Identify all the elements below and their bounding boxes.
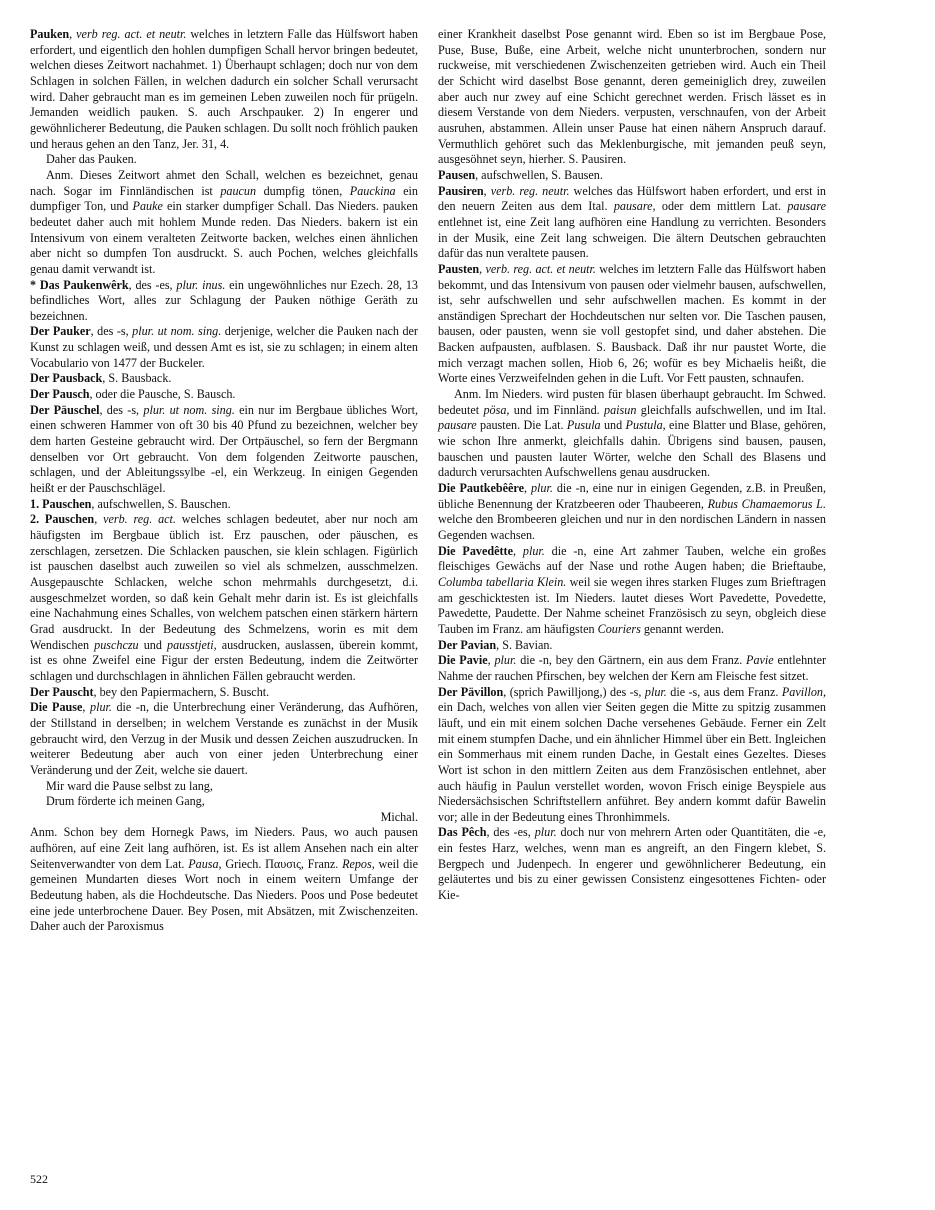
- italic-term: verb. reg. act.: [103, 512, 176, 527]
- right-column-paragraph: Pausiren, verb. reg. neutr. welches das Hülfswort haben erfordert, und erst in den neuern Zeiten aus dem Ital. pausare, oder dem mittlern Lat. pausare entlehnet ist, eine Zeit lang aufhören eine Handlung zu verrichten. Besonders in der Musik, eine Zeit lang schweigen. Die ältern Deutschen gebrauchten dafür das nun veraltete pausen.: [438, 183, 827, 261]
- right-column: [438, 27, 826, 904]
- italic-term: plur. ut nom. sing.: [143, 402, 235, 417]
- headword: Pausen: [438, 167, 476, 182]
- right-column-paragraph: Die Pautkebêêre, plur. die -n, eine nur in einigen Gegenden, z.B. in Preußen, übliche Benennung der Kratzbeeren oder Thaubeeren, Rubus Chamaemorus L. welche den Brombeeren gleichen und nur in den nordischen Ländern in nassen Gegenden wachsen.: [438, 481, 826, 542]
- right-column-paragraph: Die Pavie, plur. die -n, bey den Gärtnern, ein aus dem Franz. Pavie entlehnter Nahme der rauchen Pfirschen, bey welchen der Kern am Fleische fest sitzet.: [438, 653, 827, 683]
- left-column-paragraph: Daher das Pauken.: [46, 152, 137, 167]
- italic-term: plur. inus.: [176, 277, 226, 292]
- right-column-paragraph: einer Krankheit daselbst Pose genannt wird. Eben so ist im Bergbaue Pose, Puse, Buse, Buße, eine Arbeit, welche nicht ununterbrochen, sondern nur ruckweise, mit verschiedenen Zwischenzeiten getrieben wird. Auch ein Theil der Schicht wird daselbst Bose genannt, deren gemeiniglich drey, zuweilen aber auch nur zwey auf eine Schicht gerechnet werden. Frisch lässet es in diesem Verstande von dem Nieders. verpusten, verschnaufen, von der Arbeit ausruhen, abstammen. Allein unser Pause hat einen nähern Anspruch darauf. Vermuthlich gehöret such das Meklenburgische, mit jemanden peuß seyn, ausgesöhnet seyn, hierher. S. Pausiren.: [438, 27, 826, 167]
- headword: Der Pauscht: [30, 684, 94, 699]
- italic-term: Repos,: [342, 856, 375, 871]
- headword: Pauken: [30, 27, 70, 41]
- italic-term: pausare: [438, 418, 477, 433]
- italic-term: pausare,: [613, 199, 656, 214]
- right-column-paragraph: Der Pävillon, (sprich Pawilljong,) des -s, plur. die -s, aus dem Franz. Pavillon, ein Dach, welches von allen vier Seiten gegen die Mitte zu spitzig zusammen läuft, und ein mit einem solchen Dache versehenes Gebäude. Ferner ein Zelt mit einem stumpfen Dache, und ein ähnlicher Himmel über ein Bett. Ingleichen ein Sommerhaus mit einem runden Dache, in Gestalt eines Gezeltes. Dieses Wort ist schon in den mittlern Zeiten aus dem Französischen entlehnet, aber auch häufig in Paulun verstellet worden, wovon Frisch einige Beyspiele aus Niedersächsischen Schriftstellern anführet. Bey andern kommt dafür Bawelin vor; alle in der Bedeutung eines Thronhimmels.: [438, 684, 826, 824]
- page-number: 522: [30, 1172, 48, 1186]
- headword: Der Päuschel: [30, 402, 100, 417]
- italic-term: plur.: [530, 481, 553, 496]
- right-column-paragraph: Das Pêch, des -es, plur. doch nur von mehrern Arten oder Quantitäten, die -e, ein festes Harz, welches, wenn man es angreift, an den Fingern klebet, S. Bergpech und Judenpech. In engerer und gewöhnlicherer Bedeutung, ein geläutertes und bis zu einer gewissen Consistenz eingesottenes Fichten- oder Kie-: [438, 825, 827, 903]
- italic-term: Pustula,: [625, 418, 666, 433]
- headword: Der Pausback: [30, 371, 103, 386]
- italic-term: plur. ut nom. sing.: [132, 324, 222, 339]
- dictionary-page: [30, 27, 906, 1187]
- italic-term: verb reg. act. et neutr.: [76, 27, 187, 41]
- italic-term: Columba tabellaria Klein.: [438, 574, 567, 589]
- left-column-paragraph: * Das Paukenwêrk, des -es, plur. inus. ein ungewöhnliches nur Ezech. 28, 13 befindliches Wort, alles zur Schlagung der Pauken nöthige Geräth zu bezeichnen.: [30, 277, 418, 323]
- left-column-paragraph: 1. Pauschen, aufschwellen, S. Bauschen.: [30, 496, 231, 511]
- italic-term: verb. reg. neutr.: [490, 183, 570, 198]
- italic-term: Pavie: [746, 653, 774, 668]
- headword: Die Pavedêtte: [438, 543, 513, 558]
- italic-term: pösa,: [483, 402, 510, 417]
- italic-term: Rubus Chamaemorus L.: [707, 496, 826, 511]
- headword: 1. Pauschen: [30, 496, 92, 511]
- italic-term: plur.: [644, 684, 667, 699]
- italic-term: pausare: [787, 199, 826, 214]
- left-column-paragraph: Der Pauker, des -s, plur. ut nom. sing. derjenige, welcher die Pauken nach der Kunst zu schlagen weiß, und dessen Amt es ist, sie zu schlagen; in einem alten Vocabulario von 1477 der Buckeler.: [30, 324, 418, 370]
- right-column-paragraph: Der Pavian, S. Bavian.: [438, 637, 553, 652]
- italic-term: Couriers: [597, 621, 641, 636]
- left-column-paragraph: Michal.: [380, 809, 418, 824]
- italic-term: plur.: [90, 700, 112, 715]
- left-column-paragraph: Die Pause, plur. die -n, die Unterbrechung einer Veränderung, das Aufhören, der Stillstand in derselben; in welchem Verstande es zunächst in der Musik gebraucht wird, den Verzug in der Musik und dessen Zeichen auszudrucken. In weiterer Bedeutung aber auch von einer jeden Unterbrechung einer Veränderung und der Zeit, welche sie dauert.: [30, 700, 418, 777]
- italic-term: pausstjeti,: [167, 637, 217, 652]
- italic-term: paisun: [604, 402, 637, 417]
- right-column-paragraph: Anm. Im Nieders. wird pusten für blasen überhaupt gebraucht. Im Schwed. bedeutet pösa, und im Finnländ. paisun gleichfalls aufschwellen, und im Ital. pausare pausten. Die Lat. Pusula und Pustula, eine Blatter und Blase, gehören, wie schon Ihre anmerkt, gleichfalls dahin. Übrigens sind bausen, pausen, bauschen und pausten lauter Wörter, welche den Schall des Blasens und dadurch verursachten Aufschwellens genau ausdrucken.: [438, 387, 827, 480]
- headword: Das Pêch: [438, 825, 487, 840]
- italic-term: plur.: [494, 653, 517, 668]
- headword: 2. Pauschen: [30, 512, 95, 527]
- left-column-paragraph: Der Päuschel, des -s, plur. ut nom. sing. ein nur im Bergbaue übliches Wort, einen schweren Hammer von oft 30 bis 40 Pfund zu bezeichnen, welcher bey dem harten Gesteine gebraucht wird. Der Ortpäuschel, so fern der Bergmann denselben vor Ort gebraucht. Von dem folgenden Zeitworte pauschen, schlagen, und der Ableitungssylbe -el, ein Werkzeug. In einigen Gegenden heißt er der Pauschschlägel.: [30, 402, 418, 496]
- headword: Pausten: [438, 261, 480, 276]
- headword: Pausiren: [438, 183, 484, 198]
- headword: Der Pauker: [30, 324, 91, 339]
- left-column: [30, 27, 418, 935]
- italic-term: plur.: [522, 543, 545, 558]
- headword: * Das Paukenwêrk: [30, 277, 129, 292]
- left-column-paragraph: 2. Pauschen, verb. reg. act. welches schlagen bedeutet, aber nur noch am häufigsten im Bergbaue üblich ist. Erz pauschen, oder päuschen, es zerschlagen, zersetzen. Die Schlacken pauschen, sie klein schlagen. Figürlich ist pauschen daselbst auch zuweilen so viel als schmelzen, ausschmelzen. Ausgepauschte Schlacken, welche schon mehrmahls durchgesetzt, d.i. ausgeschmelzet worden, so daß kein Gehalt mehr darin ist. Es ist gleichfalls eine Nachahmung eines Schalles, von welchem patschen einen stärkern härtern Grad ausdruckt. In der Bedeutung des Schmelzens, worin es mit dem Wendischen puschczu und pausstjeti, ausdrucken, auslassen, überein kommt, ist es ohne Zweifel eine Figur der ersten Bedeutung, indem die Zeitwörter schlagen und durchschlagen in ähnlichen Fällen gebraucht werden.: [30, 512, 418, 683]
- left-column-paragraph: Der Pausback, S. Bausback.: [30, 371, 172, 386]
- headword: Die Pavie: [438, 653, 488, 668]
- left-column-paragraph: Mir ward die Pause selbst zu lang,: [46, 778, 213, 793]
- left-column-paragraph: Pauken, verb reg. act. et neutr. welches in letztern Falle das Hülfswort haben erfordert, und eigentlich den hohlen dumpfigen Schall hervor bringen bedeutet, welchen dieses Zeitwort nachahmet. 1) Überhaupt schlagen; doch nur von dem Schlagen in solchen Fällen, in welchen dadurch ein solcher Schall verursacht wird. Daher gebraucht man es im gemeinen Leben zuweilen noch für prügeln. Jemanden weidlich pauken. S. auch Arschpauker. 2) In engerer und gewöhnlicherer Bedeutung, die Pauken schlagen. Du sollt noch fröhlich pauken und heraus gehen an den Tanz, Jer. 31, 4.: [30, 27, 418, 151]
- italic-term: puschczu: [94, 637, 139, 652]
- headword: Die Pause: [30, 700, 83, 715]
- left-column-paragraph: Anm. Schon bey dem Hornegk Paws, im Nieders. Paus, wo auch pausen aufhören, auf eine Zeit lang aufhören, ist. Es ist allem Ansehen nach ein alter Seitenverwandter von dem Lat. Pausa, Griech. Παυσις, Franz. Repos, weil die gemeinen Mundarten dieses Wort noch in einem weitern Umfange der Bedeutung haben, als die Hochdeutsche. Das Nieders. Poos und Pose bedeutet eine jede unterbrochene Dauer. Bey Posen, mit Absätzen, mit Zwischenzeiten. Daher auch der Paroxismus: [30, 825, 418, 934]
- left-column-paragraph: Der Pausch, oder die Pausche, S. Bausch.: [30, 387, 236, 402]
- right-column-paragraph: Die Pavedêtte, plur. die -n, eine Art zahmer Tauben, welche ein großes fleischiges Gewächs auf der Nase und rothe Augen haben; die Brieftaube, Columba tabellaria Klein. weil sie wegen ihres starken Fluges zum Brieftragen am geschicktesten ist. Im Nieders. lautet dieses Wort Pavedette, Povedette, Pawedette, Paudette. Der Nahme scheinet Französisch zu seyn, obgleich diese Tauben im Franz. am häufigsten Couriers genannt werden.: [438, 543, 827, 636]
- right-column-paragraph: Pausten, verb. reg. act. et neutr. welches im letztern Falle das Hülfswort haben bekommt, und das Intensivum von pausen oder vielmehr bausen, aufschwellen, ist, sehr aufschwellen und sehr aufschwellen machen. Es kommt in der anständigen Sprechart der Hochdeutschen nur selten vor. Die Taschen pausen, bausen, oder pausten, wenn sie voll gestopfet sind, und daher abstehen. Die Backen aufpausten, aufblasen. S. Bausback. Daß ihr nur paustet Worte, die mich verzagt machen sollen, Hiob 6, 26; wofür es bey Michaelis heißt, die Worte eines Verzweifelnden gehen in die Luft. Vor Fett pausten, schnaufen.: [438, 261, 826, 386]
- headword: Die Pautkebêêre: [438, 481, 524, 496]
- left-column-paragraph: Anm. Dieses Zeitwort ahmet den Schall, welchen es bezeichnet, genau nach. Sogar im Finnländischen ist paucun dumpfig tönen, Pauckina ein dumpfiger Ton, und Pauke ein starker dumpfiger Schall. Das Nieders. pauken bedeutet daher auch mit hohlem Munde reden. Das Nieders. bakern ist ein Intensivum von einem veralteten Zeitworte backen, welches einen ähnlichen aber nicht so dumpfen Ton ausdruckt. S. auch Pochen, welches gleichfalls genau damit verwandt ist.: [30, 167, 418, 276]
- italic-term: Pauckina: [349, 183, 396, 198]
- headword: Der Pavian: [438, 637, 497, 652]
- italic-term: Pavillon,: [781, 684, 826, 699]
- italic-term: plur.: [534, 825, 557, 840]
- italic-term: Pauke: [132, 199, 163, 214]
- left-column-paragraph: Der Pauscht, bey den Papiermachern, S. Buscht.: [30, 684, 270, 699]
- italic-term: verb. reg. act. et neutr.: [485, 261, 596, 276]
- right-column-paragraph: Pausen, aufschwellen, S. Bausen.: [438, 167, 603, 182]
- italic-term: paucun: [220, 183, 257, 198]
- headword: Der Pausch: [30, 387, 90, 402]
- italic-term: Pusula: [566, 418, 601, 433]
- left-column-paragraph: Drum förderte ich meinen Gang,: [46, 794, 205, 809]
- italic-term: Pausa,: [188, 856, 222, 871]
- headword: Der Pävillon: [438, 684, 504, 699]
